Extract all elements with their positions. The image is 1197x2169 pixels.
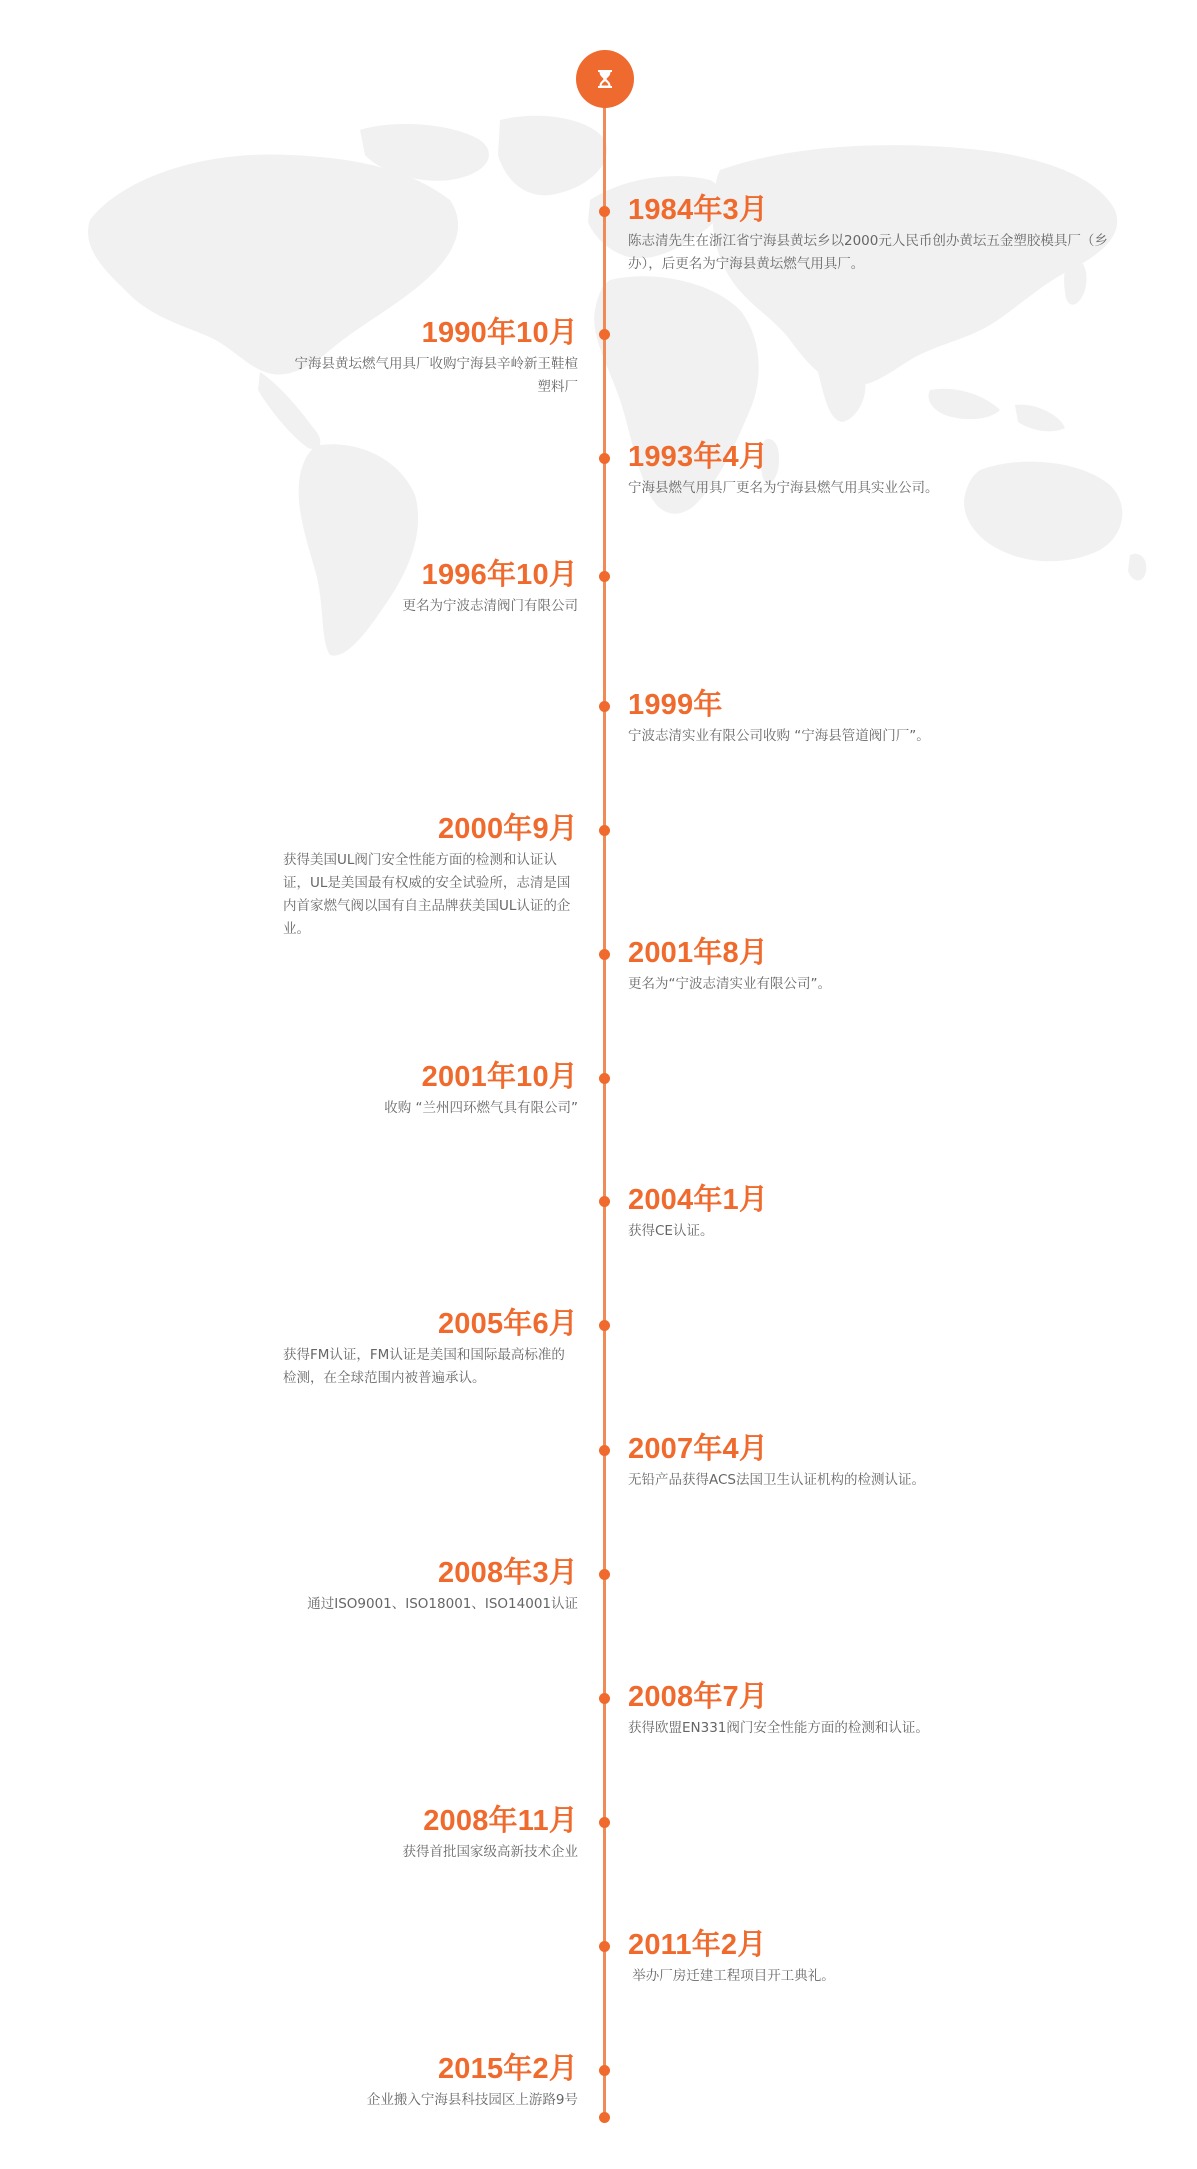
event-year: 2015年2月 xyxy=(437,2053,578,2085)
event-year: 2008年3月 xyxy=(437,1557,578,1589)
event-description: 获得欧盟EN331阀门安全性能方面的检测和认证。 xyxy=(628,1720,929,1736)
timeline-event xyxy=(55,1306,578,1390)
event-description: 获得CE认证。 xyxy=(628,1223,714,1239)
timeline-dot xyxy=(599,1073,610,1084)
timeline-dot xyxy=(599,206,610,217)
timeline-dot xyxy=(599,1941,610,1952)
timeline-dot xyxy=(599,453,610,464)
timeline-dot xyxy=(599,2065,610,2076)
event-year: 1990年10月 xyxy=(421,317,578,349)
event-year: 1996年10月 xyxy=(421,559,578,591)
timeline-dot xyxy=(599,329,610,340)
event-year: 2011年2月 xyxy=(628,1929,767,1961)
event-year: 2001年8月 xyxy=(628,937,769,969)
timeline-top-badge xyxy=(576,50,634,108)
event-description: 宁波志清实业有限公司收购 “宁海县管道阀门厂”。 xyxy=(628,728,930,744)
timeline-dot xyxy=(599,1569,610,1580)
event-description: 收购 “兰州四环燃气具有限公司” xyxy=(384,1100,578,1116)
timeline-event xyxy=(628,687,1148,748)
timeline-dot xyxy=(599,1817,610,1828)
event-year: 2005年6月 xyxy=(437,1308,578,1340)
event-year: 2004年1月 xyxy=(628,1184,769,1216)
timeline-event xyxy=(55,315,578,399)
event-description: 企业搬入宁海县科技园区上游路9号 xyxy=(366,2092,578,2108)
timeline-dot xyxy=(599,571,610,582)
event-description: 更名为“宁波志清实业有限公司”。 xyxy=(628,976,831,992)
timeline-dot xyxy=(599,1320,610,1331)
event-description: 宁海县燃气用具厂更名为宁海县燃气用具实业公司。 xyxy=(628,480,939,496)
timeline-event xyxy=(628,1927,1148,1988)
timeline-event xyxy=(55,557,578,618)
event-description: 更名为宁波志清阀门有限公司 xyxy=(402,598,578,614)
event-year: 1984年3月 xyxy=(628,194,769,226)
timeline-event xyxy=(55,1059,578,1120)
timeline-event xyxy=(628,1679,1148,1740)
timeline-event xyxy=(628,439,1148,500)
event-description: 无铅产品获得ACS法国卫生认证机构的检测认证。 xyxy=(628,1472,925,1488)
timeline-event xyxy=(55,1555,578,1616)
event-description: 宁海县黄坛燃气用具厂收购宁海县辛岭新王鞋楦塑料厂 xyxy=(294,356,578,395)
timeline-dot xyxy=(599,949,610,960)
event-year: 1999年 xyxy=(628,689,723,721)
event-year: 2007年4月 xyxy=(628,1433,769,1465)
timeline-dot xyxy=(599,825,610,836)
timeline-dot xyxy=(599,1445,610,1456)
event-description: 获得FM认证，FM认证是美国和国际最高标准的检测，在全球范围内被普遍承认。 xyxy=(283,1347,565,1386)
timeline-event xyxy=(55,2051,578,2112)
event-description: 举办厂房迁建工程项目开工典礼。 xyxy=(628,1968,835,1984)
event-year: 1993年4月 xyxy=(628,441,769,473)
hourglass-icon xyxy=(595,68,615,90)
timeline-event xyxy=(628,1431,1148,1492)
timeline-event xyxy=(628,1182,1148,1243)
event-description: 获得首批国家级高新技术企业 xyxy=(402,1844,578,1860)
event-year: 2000年9月 xyxy=(437,813,578,845)
event-description: 陈志清先生在浙江省宁海县黄坛乡以2000元人民币创办黄坛五金塑胶模具厂（乡办），后更名为宁海县黄坛燃气用具厂。 xyxy=(628,233,1108,272)
timeline-dot xyxy=(599,701,610,712)
timeline-event xyxy=(55,1803,578,1864)
event-description: 获得美国UL阀门安全性能方面的检测和认证认证，UL是美国最有权威的安全试验所，志清是国内首家燃气阀以国有自主品牌获美国UL认证的企业。 xyxy=(283,852,571,937)
event-year: 2008年11月 xyxy=(423,1805,578,1837)
timeline-event xyxy=(628,935,1148,996)
timeline-dot xyxy=(599,1196,610,1207)
timeline-dot xyxy=(599,1693,610,1704)
event-description: 通过ISO9001、ISO18001、ISO14001认证 xyxy=(307,1596,578,1612)
event-year: 2001年10月 xyxy=(421,1061,578,1093)
timeline-event xyxy=(628,192,1148,276)
event-year: 2008年7月 xyxy=(628,1681,769,1713)
timeline-event xyxy=(55,811,578,941)
timeline-end-dot xyxy=(599,2112,610,2123)
